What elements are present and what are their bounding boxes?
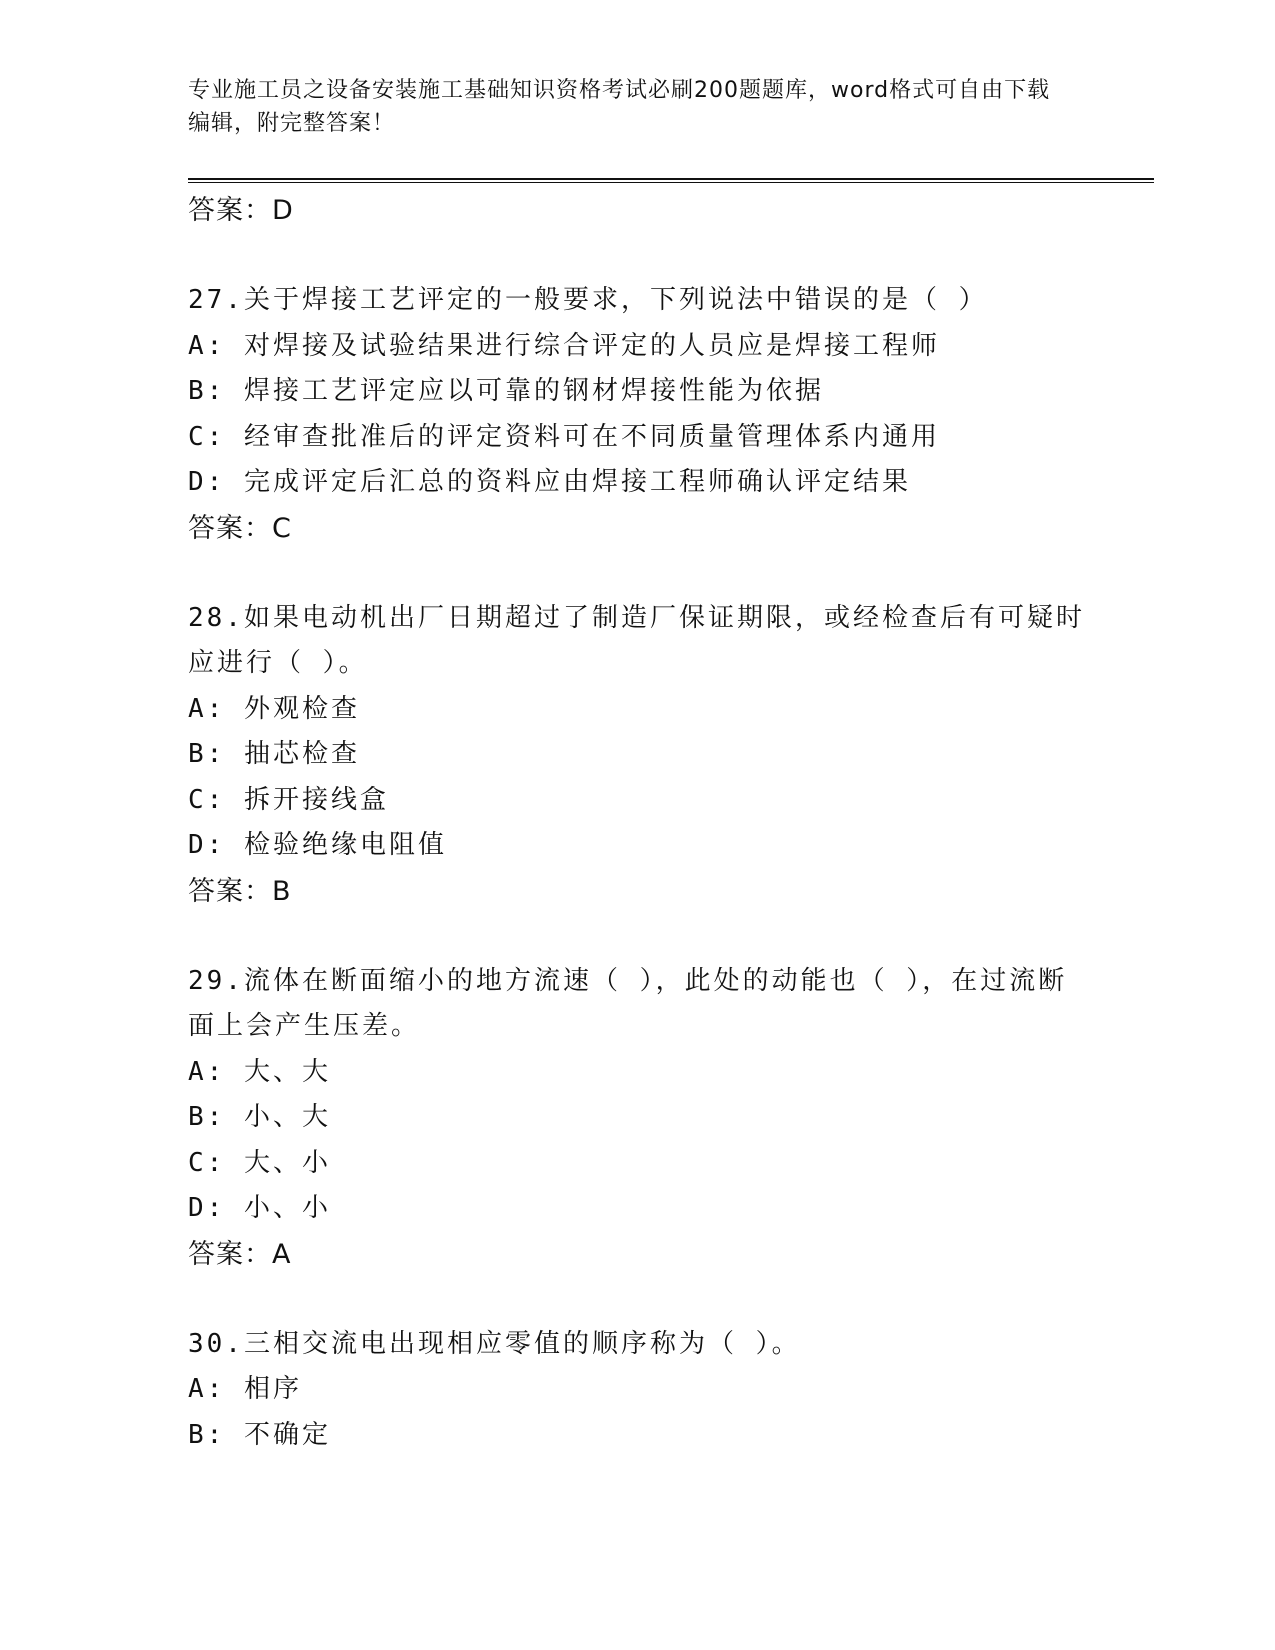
option-a xyxy=(188,1367,1088,1413)
question-stem: 28.如果电动机出厂日期超过了制造厂保证期限，或经检查后有可疑时应进行（ ）。 xyxy=(188,602,1085,678)
option-text: 大、大 xyxy=(243,1056,331,1087)
option-text: 外观检查 xyxy=(243,693,360,724)
option-b xyxy=(188,1413,1088,1459)
option-text: 完成评定后汇总的资料应由焊接工程师确认评定结果 xyxy=(243,467,911,497)
answer-line: 答案：B xyxy=(188,875,292,907)
question-list xyxy=(188,188,1088,1458)
header-title: 专业施工员之设备安装施工基础知识资格考试必刷200题题库，word格式可自由下载编辑，附完整答案！ xyxy=(188,78,1051,136)
option-key: C: xyxy=(188,784,226,815)
option-key: C: xyxy=(188,421,226,452)
header-divider-thin xyxy=(188,182,1154,183)
question-stem: 30.三相交流电出现相应零值的顺序称为（ ）。 xyxy=(188,1328,801,1359)
option-d xyxy=(188,1186,1088,1232)
option-d xyxy=(188,460,1088,506)
option-text: 对焊接及试验结果进行综合评定的人员应是焊接工程师 xyxy=(243,330,940,361)
option-text: 小、小 xyxy=(243,1193,331,1223)
answer-line: 答案：C xyxy=(188,512,292,544)
question-stem: 29.流体在断面缩小的地方流速（ ），此处的动能也（ ），在过流断面上会产生压差。 xyxy=(188,965,1068,1041)
option-b xyxy=(188,732,1088,778)
option-b xyxy=(188,1095,1088,1141)
option-text: 大、小 xyxy=(243,1147,331,1178)
option-a xyxy=(188,1050,1088,1096)
option-key: D: xyxy=(188,467,226,497)
option-text: 抽芯检查 xyxy=(243,739,360,769)
option-a xyxy=(188,324,1088,370)
option-key: A: xyxy=(188,693,226,724)
option-key: B: xyxy=(188,739,226,769)
option-key: D: xyxy=(188,830,226,860)
option-c xyxy=(188,415,1088,461)
option-c xyxy=(188,1141,1088,1187)
option-b xyxy=(188,369,1088,415)
option-a xyxy=(188,687,1088,733)
option-key: A: xyxy=(188,1374,226,1404)
option-text: 焊接工艺评定应以可靠的钢材焊接性能为依据 xyxy=(243,376,824,406)
option-c xyxy=(188,778,1088,824)
option-text: 拆开接线盒 xyxy=(243,784,389,815)
option-text: 小、大 xyxy=(243,1102,331,1132)
answer-line: 答案：A xyxy=(188,1238,292,1270)
option-key: B: xyxy=(188,376,226,406)
document-header xyxy=(188,74,1068,140)
option-text: 检验绝缘电阻值 xyxy=(243,830,447,860)
option-d xyxy=(188,823,1088,869)
option-text: 经审查批准后的评定资料可在不同质量管理体系内通用 xyxy=(243,421,940,452)
question-item xyxy=(188,278,1088,552)
option-text: 相序 xyxy=(243,1374,302,1404)
option-key: B: xyxy=(188,1102,226,1132)
question-item xyxy=(188,959,1088,1278)
option-key: D: xyxy=(188,1193,226,1223)
question-item xyxy=(188,1322,1088,1459)
option-key: B: xyxy=(188,1419,226,1450)
option-text: 不确定 xyxy=(243,1419,331,1450)
header-divider-thick xyxy=(188,178,1154,180)
answer-line: 答案：D xyxy=(188,195,294,226)
option-key: A: xyxy=(188,330,226,361)
question-item xyxy=(188,596,1088,915)
option-key: A: xyxy=(188,1056,226,1087)
option-key: C: xyxy=(188,1147,226,1178)
question-stem: 27.关于焊接工艺评定的一般要求，下列说法中错误的是（ ） xyxy=(188,285,988,315)
